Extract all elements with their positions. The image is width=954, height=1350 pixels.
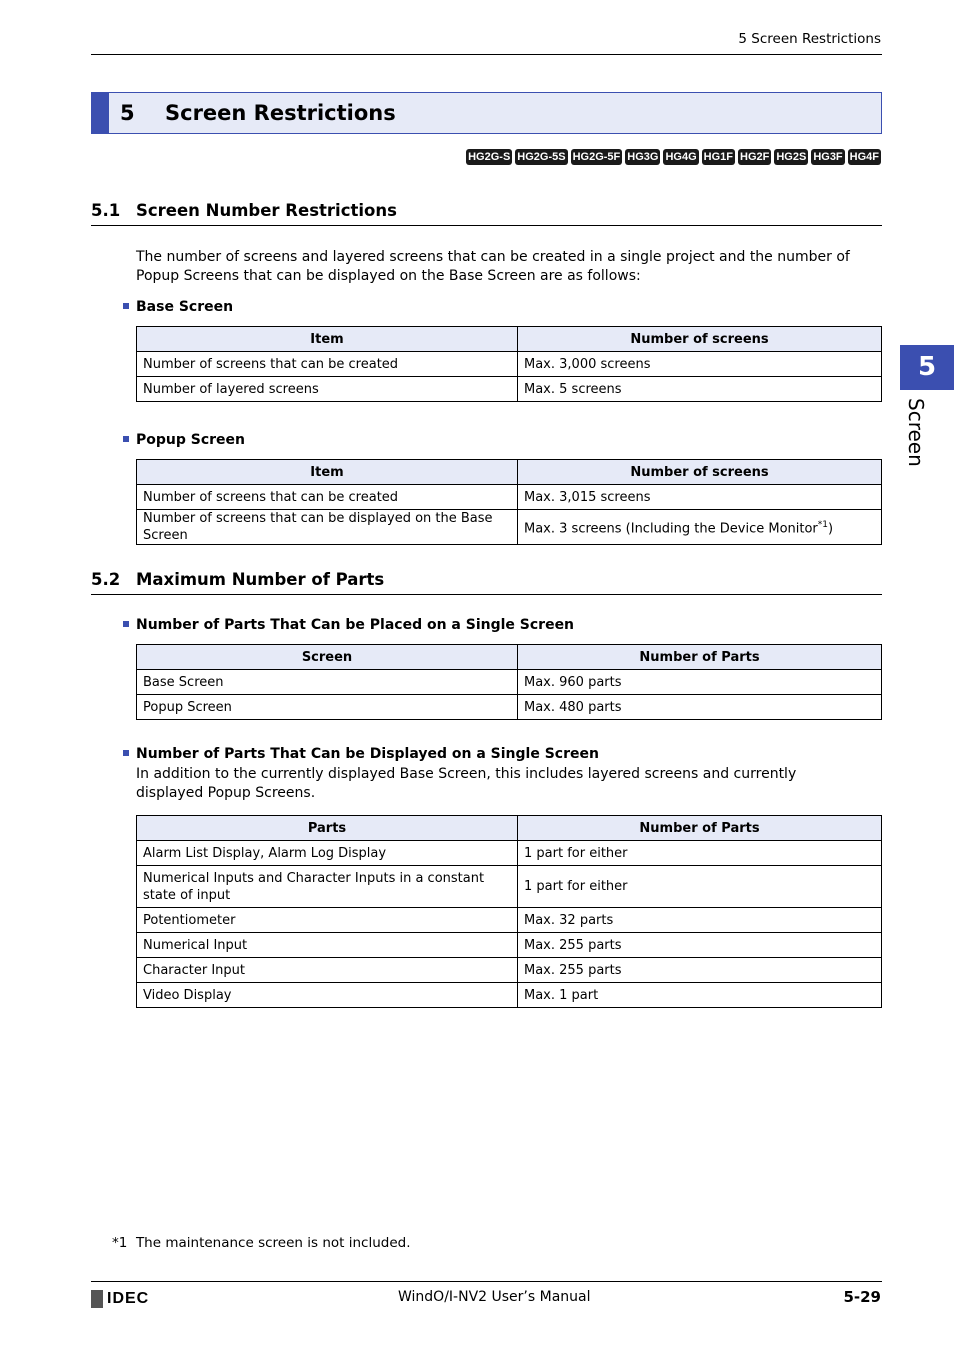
subheading-popup-screen: Popup Screen (123, 432, 245, 448)
model-badge: HG1F (703, 151, 733, 163)
footer-rule (91, 1281, 882, 1282)
section-number: 5.2 (91, 570, 121, 589)
table-row (137, 841, 882, 866)
table-header-row (137, 327, 882, 352)
table-cell: Base Screen (137, 670, 518, 695)
chapter-number: 5 (120, 101, 135, 125)
model-badge: HG2S (776, 151, 807, 163)
section-number: 5.1 (91, 201, 121, 220)
table-cell: Max. 480 parts (518, 695, 882, 720)
subheading-parts-displayed: Number of Parts That Can be Displayed on a Single Screen (123, 746, 599, 762)
chapter-accent-bar (92, 93, 109, 133)
table-cell: Potentiometer (137, 908, 518, 933)
table-cell: Max. 3,000 screens (518, 352, 882, 377)
popup-screen-table (136, 459, 882, 545)
parts-placed-table (136, 644, 882, 720)
header-rule (91, 54, 882, 55)
model-badge: HG3G (627, 151, 659, 163)
table-cell: Number of screens that can be created (137, 485, 518, 510)
table-cell: Numerical Inputs and Character Inputs in a constant state of input (137, 866, 518, 908)
table-cell: Character Input (137, 958, 518, 983)
table-cell: Video Display (137, 983, 518, 1008)
section-title-5-2 (91, 570, 384, 589)
table-row (137, 670, 882, 695)
table-cell: Popup Screen (137, 695, 518, 720)
parts-displayed-text: In addition to the currently displayed Base Screen, this includes layered screens and currently displayed Popup Screens. (136, 766, 797, 801)
table-cell: Max. 3 screens (Including the Device Monitor$^{*1}$) (518, 510, 882, 545)
column-header: Item (137, 460, 518, 485)
table-header-row (137, 645, 882, 670)
bullet-square-icon (123, 750, 129, 756)
column-header: Number of Parts (518, 645, 882, 670)
table-cell: Max. 255 parts (518, 958, 882, 983)
table-row (137, 983, 882, 1008)
subheading-parts-placed: Number of Parts That Can be Placed on a Single Screen (123, 617, 574, 633)
chapter-title: Screen Restrictions (165, 101, 396, 125)
table-row (137, 908, 882, 933)
column-header: Parts (137, 816, 518, 841)
model-badge: HG4G (665, 151, 697, 163)
subheading-base-screen: Base Screen (123, 299, 233, 315)
bullet-square-icon (123, 303, 129, 309)
model-badges (466, 149, 881, 165)
table-cell: 1 part for either (518, 841, 882, 866)
table-cell: Max. 32 parts (518, 908, 882, 933)
footnote-reference[interactable]: *1 (817, 519, 829, 530)
table-row (137, 352, 882, 377)
column-header: Number of screens (518, 460, 882, 485)
column-header: Number of screens (518, 327, 882, 352)
model-badge: HG2F (740, 151, 770, 163)
model-badge: HG2G-5S (517, 151, 566, 163)
table-row (137, 866, 882, 908)
table-header-row (137, 816, 882, 841)
table-cell: Numerical Input (137, 933, 518, 958)
idec-logo (91, 1290, 149, 1308)
manual-title: WindO/I-NV2 User’s Manual (398, 1289, 591, 1305)
logo-text: IDEC (107, 1290, 150, 1307)
table-row (137, 485, 882, 510)
table-cell: Max. 5 screens (518, 377, 882, 402)
column-header: Number of Parts (518, 816, 882, 841)
table-row (137, 695, 882, 720)
chapter-side-tab[interactable]: 5 (900, 345, 954, 390)
page-number: 5-29 (843, 1288, 881, 1306)
model-badge: HG2G-S (468, 151, 511, 163)
model-badge: HG4F (849, 151, 879, 163)
table-row (137, 377, 882, 402)
column-header: Screen (137, 645, 518, 670)
bullet-square-icon (123, 621, 129, 627)
base-screen-table (136, 326, 882, 402)
table-cell: Max. 1 part (518, 983, 882, 1008)
table-cell: Alarm List Display, Alarm Log Display (137, 841, 518, 866)
logo-mark-icon (91, 1290, 103, 1308)
parts-displayed-table (136, 815, 882, 1008)
table-cell: 1 part for either (518, 866, 882, 908)
table-header-row (137, 460, 882, 485)
footnote (112, 1235, 411, 1251)
footnote-mark: *1 (112, 1235, 128, 1251)
table-cell: Max. 3,015 screens (518, 485, 882, 510)
model-badge: HG2G-5F (572, 151, 621, 163)
model-badge: HG3F (813, 151, 843, 163)
table-row (137, 510, 882, 545)
running-header: 5 Screen Restrictions (738, 31, 881, 47)
section-title-5-1 (91, 201, 397, 220)
footnote-text: The maintenance screen is not included. (135, 1235, 411, 1251)
section-title-text: Screen Number Restrictions (136, 201, 397, 220)
table-row (137, 933, 882, 958)
table-cell: Number of screens that can be displayed on the Base Screen (137, 510, 518, 545)
chapter-heading (91, 92, 882, 134)
section-rule (91, 594, 882, 595)
table-cell: Max. 960 parts (518, 670, 882, 695)
table-cell: Number of screens that can be created (137, 352, 518, 377)
chapter-side-label: Screen (904, 398, 928, 467)
section-title-text: Maximum Number of Parts (136, 570, 385, 589)
bullet-square-icon (123, 436, 129, 442)
table-row (137, 958, 882, 983)
column-header: Item (137, 327, 518, 352)
table-cell: Number of layered screens (137, 377, 518, 402)
section-rule (91, 225, 882, 226)
table-cell: Max. 255 parts (518, 933, 882, 958)
intro-paragraph: The number of screens and layered screens that can be created in a single project and the number of Popup Screens that can be displayed on the Base Screen are as follows: (136, 249, 850, 284)
